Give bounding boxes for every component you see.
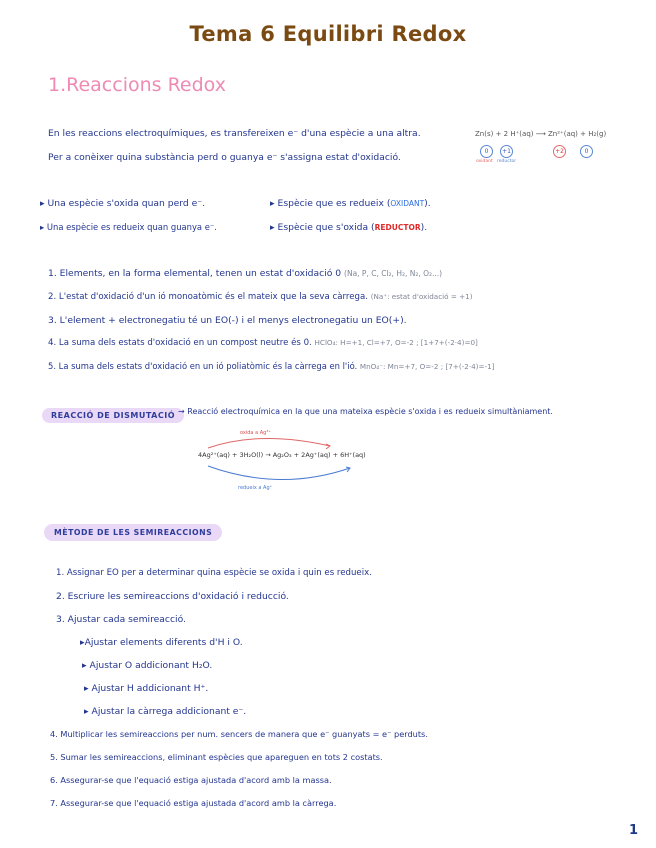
dismutation-diagram bbox=[180, 428, 420, 494]
rule-2 bbox=[48, 292, 473, 302]
rule-5 bbox=[48, 361, 494, 371]
intro-line-1: En les reaccions electroquímiques, es transfereixen e⁻ d'una espècie a una altra. bbox=[48, 128, 421, 139]
def-oxidant-suffix: ). bbox=[424, 198, 431, 209]
method-step-1: 1. Assignar EO per a determinar quina espècie se oxida i quin es redueix. bbox=[56, 568, 372, 578]
method-substep-4-text: Ajustar la càrrega addicionant e⁻. bbox=[91, 706, 247, 717]
ox-number-h2: 0 bbox=[580, 145, 593, 158]
ox-number-h: +1 bbox=[500, 145, 513, 158]
dismutation-equation: 4Ag²⁺(aq) + 3H₂O(l) → Ag₂O₃ + 2Ag⁺(aq) + 6H⁺(aq) bbox=[198, 451, 366, 459]
reduction-label: redueix a Ag⁺ bbox=[238, 485, 273, 491]
rule-4 bbox=[48, 338, 478, 348]
method-substep-2-text: Ajustar O addicionant H₂O. bbox=[89, 660, 213, 671]
rule-5-note: MnO₄⁻: Mn=+7, O=-2 ; [7+(-2·4)=-1] bbox=[359, 362, 495, 371]
method-badge bbox=[44, 520, 222, 539]
reduction-arrow bbox=[208, 466, 350, 480]
rule-1 bbox=[48, 268, 442, 279]
section-heading-reaccions-redox: 1.Reaccions Redox bbox=[48, 74, 226, 96]
ox-number-zn2: +2 bbox=[553, 145, 566, 158]
rule-3-text: 3. L'element + electronegatiu té un EO(-) i el menys electronegatiu un EO(+). bbox=[48, 315, 407, 326]
method-step-2: 2. Escriure les semireaccions d'oxidació i reducció. bbox=[56, 591, 289, 602]
rule-2-note: (Na⁺: estat d'oxidació = +1) bbox=[370, 292, 473, 301]
dismutation-label: REACCIÓ DE DISMUTACIÓ bbox=[42, 408, 184, 423]
method-substep-3: ▸ Ajustar H addicionant H⁺. bbox=[84, 683, 209, 694]
rule-5-text: 5. La suma dels estats d'oxidació en un ió poliatòmic és la càrrega en l'ió. bbox=[48, 361, 358, 371]
method-step-7: 7. Assegurar-se que l'equació estiga ajustada d'acord amb la càrrega. bbox=[50, 798, 337, 808]
oxidation-arrow-head bbox=[326, 444, 330, 449]
rule-3 bbox=[48, 315, 407, 326]
oxidant-word: OXIDANT bbox=[390, 199, 425, 208]
intro-line-2: Per a conèixer quina substància perd o guanya e⁻ s'assigna estat d'oxidació. bbox=[48, 152, 401, 163]
method-substep-2: ▸ Ajustar O addicionant H₂O. bbox=[82, 660, 213, 671]
method-step-3: 3. Ajustar cada semireacció. bbox=[56, 614, 186, 625]
rule-2-text: 2. L'estat d'oxidació d'un ió monoatòmic és el mateix que la seva càrrega. bbox=[48, 292, 368, 302]
dismutation-definition: → Reacció electroquímica en la que una mateixa espècie s'oxida i es redueix simultàniament. bbox=[178, 407, 553, 416]
def-oxida-text: Una espècie s'oxida quan perd e⁻. bbox=[47, 198, 206, 209]
def-oxidant: ▸ Espècie que es redueix (OXIDANT). bbox=[270, 198, 431, 209]
method-substep-3-text: Ajustar H addicionant H⁺. bbox=[91, 683, 209, 694]
rule-4-note: HClO₄: H=+1, Cl=+7, O=-2 ; [1+7+(-2·4)=0] bbox=[314, 338, 478, 347]
oxidation-label: oxida a Ag³⁺ bbox=[240, 430, 271, 436]
def-oxidant-prefix: Espècie que es redueix ( bbox=[277, 198, 391, 209]
method-substep-1: ▸Ajustar elements diferents d'H i O. bbox=[80, 637, 243, 648]
page-number: 1 bbox=[628, 823, 638, 838]
example-equation: Zn(s) + 2 H⁺(aq) ⟶ Zn²⁺(aq) + H₂(g) bbox=[475, 130, 607, 138]
page-title: Tema 6 Equilibri Redox bbox=[189, 22, 467, 46]
dismutation-badge bbox=[42, 403, 184, 422]
method-substep-1-text: Ajustar elements diferents d'H i O. bbox=[84, 637, 243, 648]
rule-1-note: (Na, P, C, Cl₂, H₂, N₂, O₂...) bbox=[344, 269, 443, 278]
def-redueix: ▸ Una espècie es redueix quan guanya e⁻. bbox=[40, 222, 217, 232]
label-reductor: reductor bbox=[497, 159, 517, 164]
def-reductor: ▸ Espècie que s'oxida (REDUCTOR). bbox=[270, 222, 428, 233]
def-reductor-prefix: Espècie que s'oxida ( bbox=[277, 222, 375, 233]
method-step-6: 6. Assegurar-se que l'equació estiga ajustada d'acord amb la massa. bbox=[50, 775, 332, 785]
ox-number-zn: 0 bbox=[480, 145, 493, 158]
reductor-word: REDUCTOR bbox=[374, 223, 421, 232]
method-label: MÈTODE DE LES SEMIREACCIONS bbox=[44, 524, 222, 541]
label-oxidant: oxidant bbox=[476, 159, 493, 164]
oxidation-arrow bbox=[208, 438, 330, 448]
def-reductor-suffix: ). bbox=[420, 222, 428, 233]
def-redueix-text: Una espècie es redueix quan guanya e⁻. bbox=[46, 222, 217, 232]
method-step-4: 4. Multiplicar les semireaccions per num. sencers de manera que e⁻ guanyats = e⁻ perduts. bbox=[50, 729, 428, 739]
method-substep-4: ▸ Ajustar la càrrega addicionant e⁻. bbox=[84, 706, 247, 717]
rule-4-text: 4. La suma dels estats d'oxidació en un compost neutre és 0. bbox=[48, 338, 312, 348]
def-oxida: ▸ Una espècie s'oxida quan perd e⁻. bbox=[40, 198, 206, 209]
rule-1-text: 1. Elements, en la forma elemental, tenen un estat d'oxidació 0 bbox=[48, 268, 342, 279]
method-step-5: 5. Sumar les semireaccions, eliminant espècies que apareguen en tots 2 costats. bbox=[50, 752, 383, 762]
